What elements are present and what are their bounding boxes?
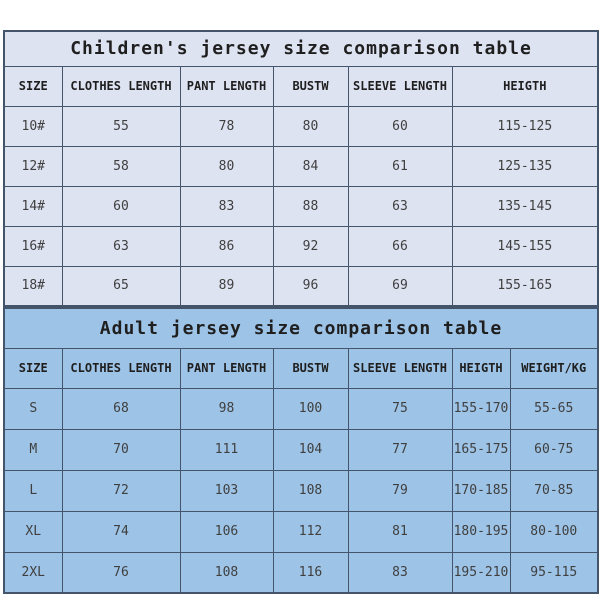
table-cell: 75	[348, 388, 452, 429]
table-cell: 103	[180, 470, 273, 511]
table-cell: 60	[348, 106, 452, 146]
table-cell: 80	[273, 106, 348, 146]
table-cell: M	[4, 429, 62, 470]
table-row	[4, 106, 598, 146]
adult-table-title: Adult jersey size comparison table	[4, 308, 598, 348]
table-cell: 106	[180, 511, 273, 552]
table-cell: 70-85	[510, 470, 598, 511]
table-cell: 63	[62, 226, 180, 266]
header-row	[4, 66, 598, 106]
table-cell: 104	[273, 429, 348, 470]
table-cell: 155-170	[452, 388, 510, 429]
table-cell: 89	[180, 266, 273, 306]
table-cell: 83	[348, 552, 452, 593]
table-cell: 2XL	[4, 552, 62, 593]
table-cell: 108	[180, 552, 273, 593]
table-row	[4, 186, 598, 226]
table-cell: 55-65	[510, 388, 598, 429]
table-cell: 135-145	[452, 186, 598, 226]
table-cell: 100	[273, 388, 348, 429]
table-cell: 195-210	[452, 552, 510, 593]
table-cell: 58	[62, 146, 180, 186]
tables-wrap	[3, 30, 597, 594]
table-cell: 78	[180, 106, 273, 146]
table-cell: 60	[62, 186, 180, 226]
table-cell: 98	[180, 388, 273, 429]
table-cell: 80	[180, 146, 273, 186]
column-header-weight: WEIGHT/KG	[510, 348, 598, 388]
table-cell: 112	[273, 511, 348, 552]
table-cell: 95-115	[510, 552, 598, 593]
children-size-table	[3, 30, 599, 307]
table-cell: 61	[348, 146, 452, 186]
table-cell: 111	[180, 429, 273, 470]
table-cell: 145-155	[452, 226, 598, 266]
adult-size-table	[3, 307, 599, 594]
column-header-sleeve-length: SLEEVE LENGTH	[348, 348, 452, 388]
table-row	[4, 511, 598, 552]
table-cell: 125-135	[452, 146, 598, 186]
table-cell: 116	[273, 552, 348, 593]
column-header-pant-length: PANT LENGTH	[180, 348, 273, 388]
table-cell: 88	[273, 186, 348, 226]
table-cell: 92	[273, 226, 348, 266]
table-cell: 108	[273, 470, 348, 511]
table-title-row	[4, 31, 598, 66]
table-cell: 84	[273, 146, 348, 186]
table-cell: 115-125	[452, 106, 598, 146]
table-cell: S	[4, 388, 62, 429]
table-cell: L	[4, 470, 62, 511]
column-header-clothes-length: CLOTHES LENGTH	[62, 66, 180, 106]
column-header-bust: BUSTW	[273, 348, 348, 388]
table-cell: 86	[180, 226, 273, 266]
table-cell: 170-185	[452, 470, 510, 511]
table-title-row	[4, 308, 598, 348]
table-row	[4, 470, 598, 511]
table-cell: 14#	[4, 186, 62, 226]
column-header-sleeve-length: SLEEVE LENGTH	[348, 66, 452, 106]
table-row	[4, 146, 598, 186]
table-cell: 69	[348, 266, 452, 306]
table-row	[4, 226, 598, 266]
table-row	[4, 552, 598, 593]
table-cell: 63	[348, 186, 452, 226]
table-cell: 72	[62, 470, 180, 511]
table-cell: 74	[62, 511, 180, 552]
table-cell: 76	[62, 552, 180, 593]
table-cell: 18#	[4, 266, 62, 306]
column-header-size: SIZE	[4, 348, 62, 388]
column-header-pant-length: PANT LENGTH	[180, 66, 273, 106]
table-cell: 180-195	[452, 511, 510, 552]
table-cell: 96	[273, 266, 348, 306]
column-header-size: SIZE	[4, 66, 62, 106]
table-cell: 12#	[4, 146, 62, 186]
table-cell: 83	[180, 186, 273, 226]
table-cell: 65	[62, 266, 180, 306]
table-cell: 10#	[4, 106, 62, 146]
table-cell: 66	[348, 226, 452, 266]
column-header-height: HEIGTH	[452, 66, 598, 106]
table-cell: 155-165	[452, 266, 598, 306]
table-cell: 55	[62, 106, 180, 146]
table-cell: XL	[4, 511, 62, 552]
table-cell: 165-175	[452, 429, 510, 470]
table-cell: 60-75	[510, 429, 598, 470]
table-cell: 68	[62, 388, 180, 429]
column-header-bust: BUSTW	[273, 66, 348, 106]
table-cell: 77	[348, 429, 452, 470]
table-cell: 80-100	[510, 511, 598, 552]
table-row	[4, 266, 598, 306]
children-table-title: Children's jersey size comparison table	[4, 31, 598, 66]
table-row	[4, 429, 598, 470]
table-cell: 70	[62, 429, 180, 470]
table-cell: 16#	[4, 226, 62, 266]
table-cell: 81	[348, 511, 452, 552]
table-row	[4, 388, 598, 429]
column-header-clothes-length: CLOTHES LENGTH	[62, 348, 180, 388]
column-header-height: HEIGTH	[452, 348, 510, 388]
table-cell: 79	[348, 470, 452, 511]
header-row	[4, 348, 598, 388]
